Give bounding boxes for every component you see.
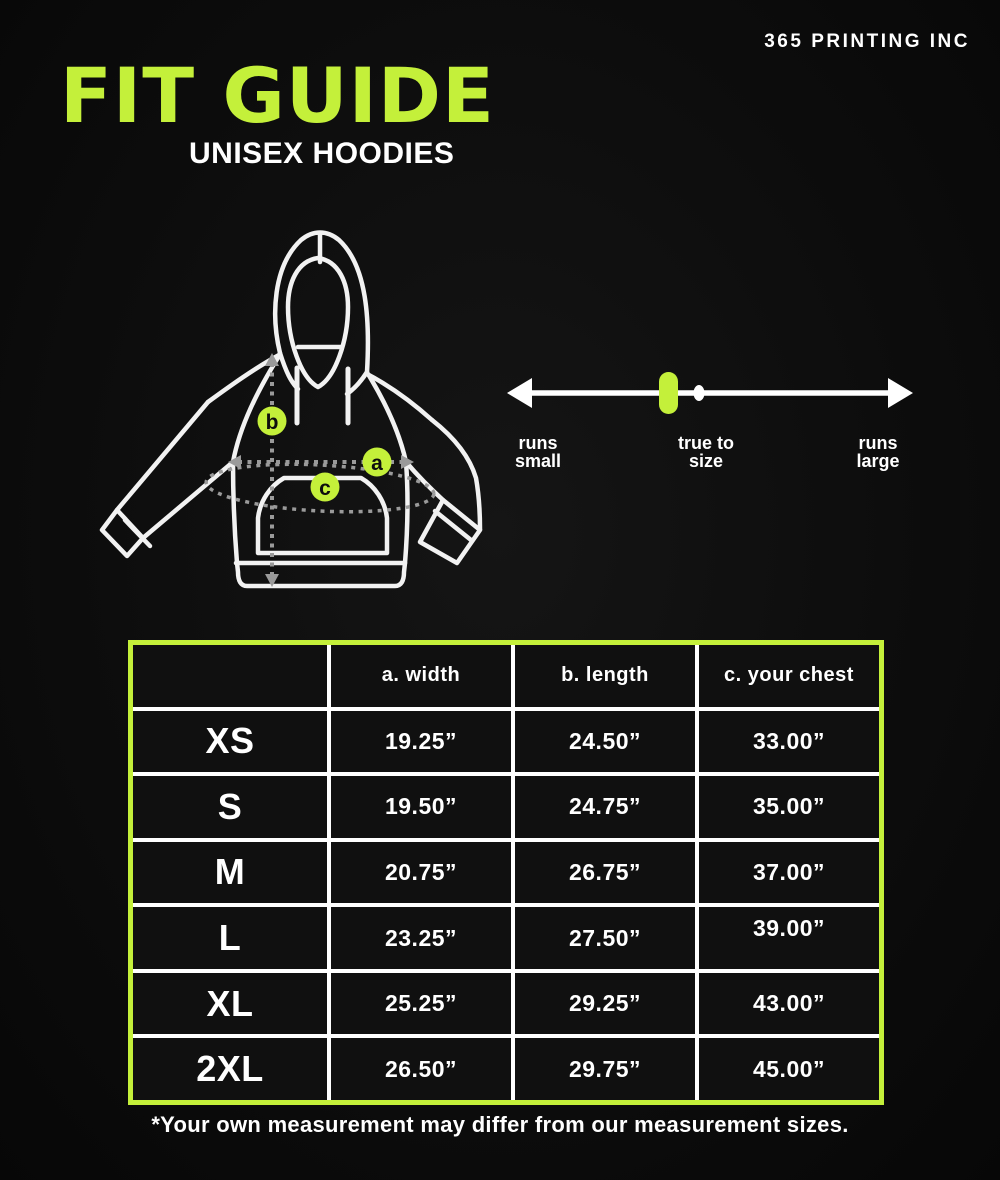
scale-center-dot-icon (694, 385, 705, 401)
runs-small-line2: small (514, 451, 562, 472)
header-cell-length: b. length (515, 645, 695, 707)
size-label-L: L (133, 907, 327, 969)
size-table-grid (133, 645, 879, 1100)
width-value-XS: 19.25” (331, 711, 511, 773)
chest-value-L: 39.00” (699, 907, 879, 969)
width-value-XL: 25.25” (331, 973, 511, 1035)
true-to-size-line1: true to (678, 433, 734, 453)
runs-small-line1: runs (518, 433, 558, 453)
hoodie-illustration-svg (80, 220, 500, 615)
size-label-XS: XS (133, 711, 327, 773)
hoodie-diagram (80, 220, 500, 615)
size-table (128, 640, 884, 1105)
hoodie-outline (102, 233, 480, 587)
fit-scale-svg (500, 350, 920, 440)
length-value-S: 24.75” (515, 776, 695, 838)
page-subtitle: UNISEX HOODIES (189, 137, 455, 170)
marker-b-letter: b (265, 411, 279, 434)
chest-value-M: 37.00” (699, 842, 879, 904)
marker-c-letter: c (319, 477, 331, 500)
header-cell-empty (133, 645, 327, 707)
width-value-M: 20.75” (331, 842, 511, 904)
fit-scale (500, 350, 920, 440)
runs-large-line2: large (856, 451, 900, 472)
true-to-size-line2: size (688, 451, 724, 472)
runs-large-line1: runs (858, 433, 898, 453)
length-value-L: 27.50” (515, 907, 695, 969)
page-title: FIT GUIDE (60, 51, 495, 140)
chest-value-S: 35.00” (699, 776, 879, 838)
length-value-XS: 24.50” (515, 711, 695, 773)
chest-value-XL: 43.00” (699, 973, 879, 1035)
scale-arrow-right-icon (888, 378, 913, 408)
scale-label-runs-large (803, 434, 953, 471)
scale-arrow-left-icon (507, 378, 532, 408)
scale-label-true-to-size (631, 434, 781, 471)
size-label-S: S (133, 776, 327, 838)
width-value-L: 23.25” (331, 907, 511, 969)
size-label-XL: XL (133, 973, 327, 1035)
width-value-2XL: 26.50” (331, 1038, 511, 1100)
footnote: *Your own measurement may differ from our measurement sizes. (151, 1112, 849, 1137)
header-cell-width: a. width (331, 645, 511, 707)
marker-a-letter: a (371, 452, 383, 475)
length-value-M: 26.75” (515, 842, 695, 904)
length-value-XL: 29.25” (515, 973, 695, 1035)
fit-position-marker (659, 372, 678, 414)
chest-value-XS: 33.00” (699, 711, 879, 773)
header-cell-chest: c. your chest (699, 645, 879, 707)
size-label-2XL: 2XL (133, 1038, 327, 1100)
width-value-S: 19.50” (331, 776, 511, 838)
size-label-M: M (133, 842, 327, 904)
scale-label-runs-small (463, 434, 613, 471)
brand-name: 365 PRINTING INC (764, 31, 970, 52)
length-value-2XL: 29.75” (515, 1038, 695, 1100)
chest-value-2XL: 45.00” (699, 1038, 879, 1100)
